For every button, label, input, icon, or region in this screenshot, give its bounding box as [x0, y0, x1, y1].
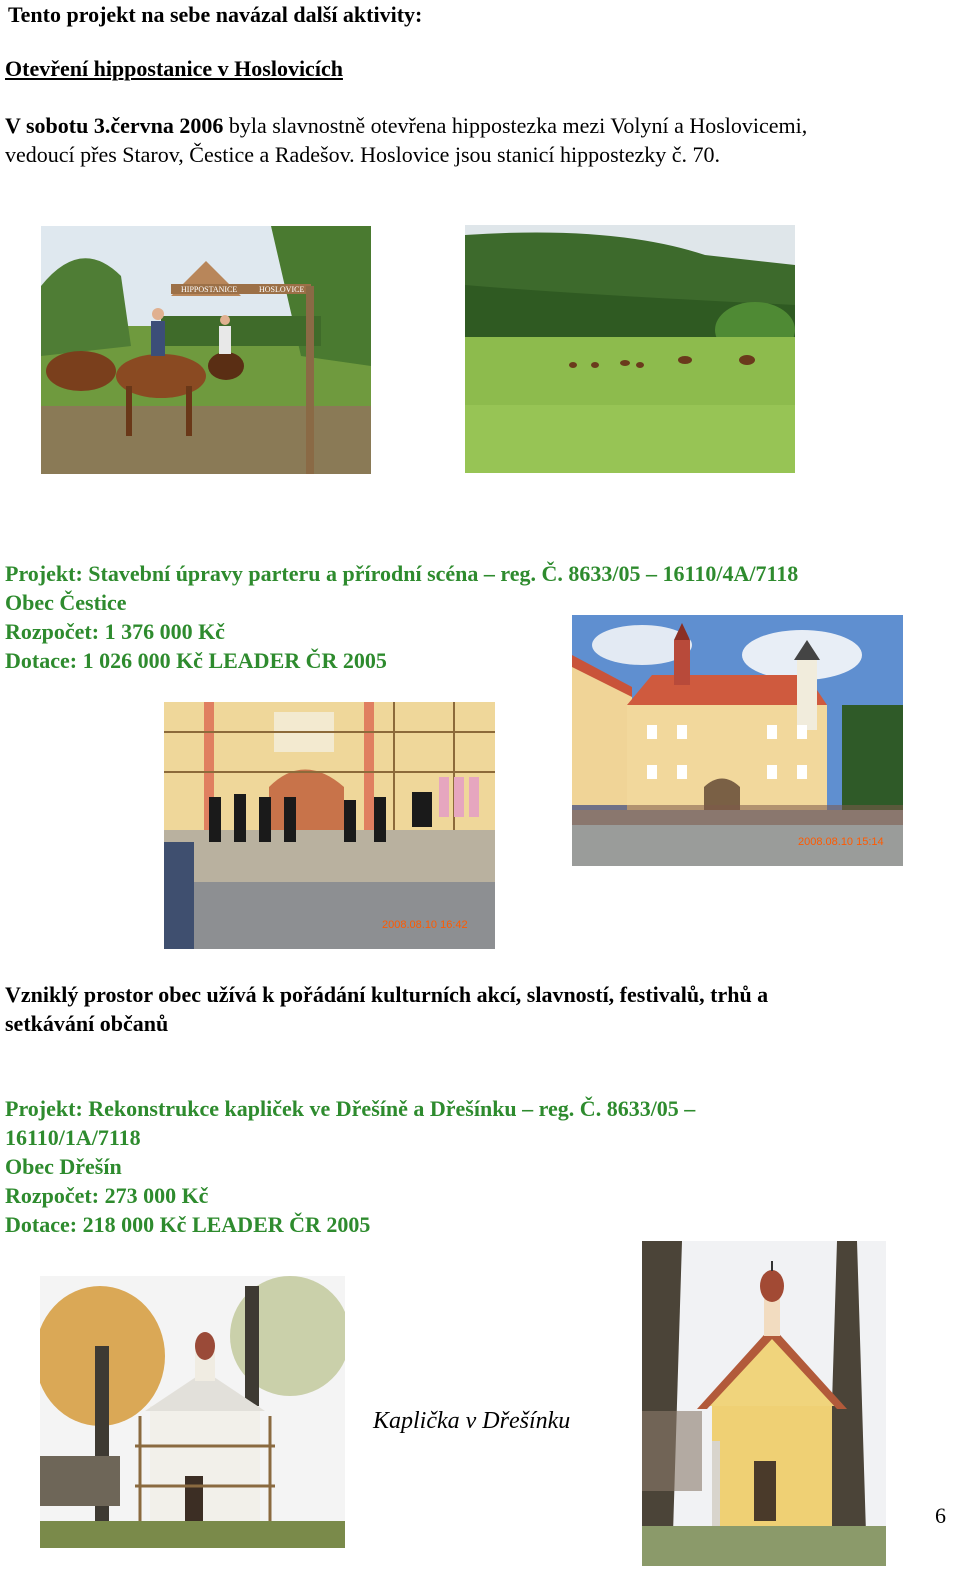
intro-paragraph-line2: vedoucí přes Starov, Čestice a Radešov. Hoslovice jsou stanicí hippostezky č. 70.: [5, 142, 721, 167]
project2-reg-continued: 16110/1A/7118: [5, 1125, 141, 1150]
gate-sign-right: HOSLOVICE: [259, 285, 305, 294]
photo-meadow-riders: [465, 225, 795, 473]
project2-municipality: Obec Dřešín: [5, 1154, 122, 1179]
photo-chapel-dresinek: [642, 1241, 886, 1566]
intro-paragraph-line1: [5, 111, 807, 140]
photo-horses-gate: [41, 226, 371, 474]
photo-chapel-reconstruction: [40, 1276, 345, 1548]
page-number: 6: [935, 1503, 946, 1528]
stage-photo-timestamp: 2008.08.10 16:42: [382, 919, 468, 931]
project2-budget: Rozpočet: 273 000 Kč: [5, 1183, 209, 1208]
intro-paragraph-rest: byla slavnostně otevřena hippostezka mezi Volyní a Hoslovicemi,: [223, 113, 808, 138]
castle-photo-timestamp: 2008.08.10 15:14: [798, 836, 884, 848]
project1-municipality: Obec Čestice: [5, 590, 127, 615]
chapel-caption: Kaplička v Dřešínku: [373, 1408, 571, 1434]
project1-title: Projekt: Stavební úpravy parteru a přírodní scéna – reg. Č. 8633/05 – 16110/4A/7118: [5, 561, 799, 586]
usage-line1: Vzniklý prostor obec užívá k pořádání kulturních akcí, slavností, festivalů, trhů a: [5, 982, 769, 1007]
project1-budget: Rozpočet: 1 376 000 Kč: [5, 619, 225, 644]
photo-castle-courtyard: [572, 615, 903, 866]
usage-line2: setkávání občanů: [5, 1011, 169, 1036]
project2-subsidy: Dotace: 218 000 Kč LEADER ČR 2005: [5, 1212, 371, 1237]
intro-date: V sobotu 3.června 2006: [5, 113, 224, 138]
intro-heading: Tento projekt na sebe navázal další aktivity:: [8, 2, 423, 27]
intro-subheading: Otevření hippostanice v Hoslovicích: [5, 56, 343, 81]
gate-sign-left: HIPPOSTANICE: [181, 285, 238, 294]
project1-subsidy: Dotace: 1 026 000 Kč LEADER ČR 2005: [5, 648, 387, 673]
photo-folk-stage: [164, 702, 495, 949]
project2-title: Projekt: Rekonstrukce kapliček ve Dřešíně a Dřešínku – reg. Č. 8633/05 –: [5, 1096, 696, 1121]
